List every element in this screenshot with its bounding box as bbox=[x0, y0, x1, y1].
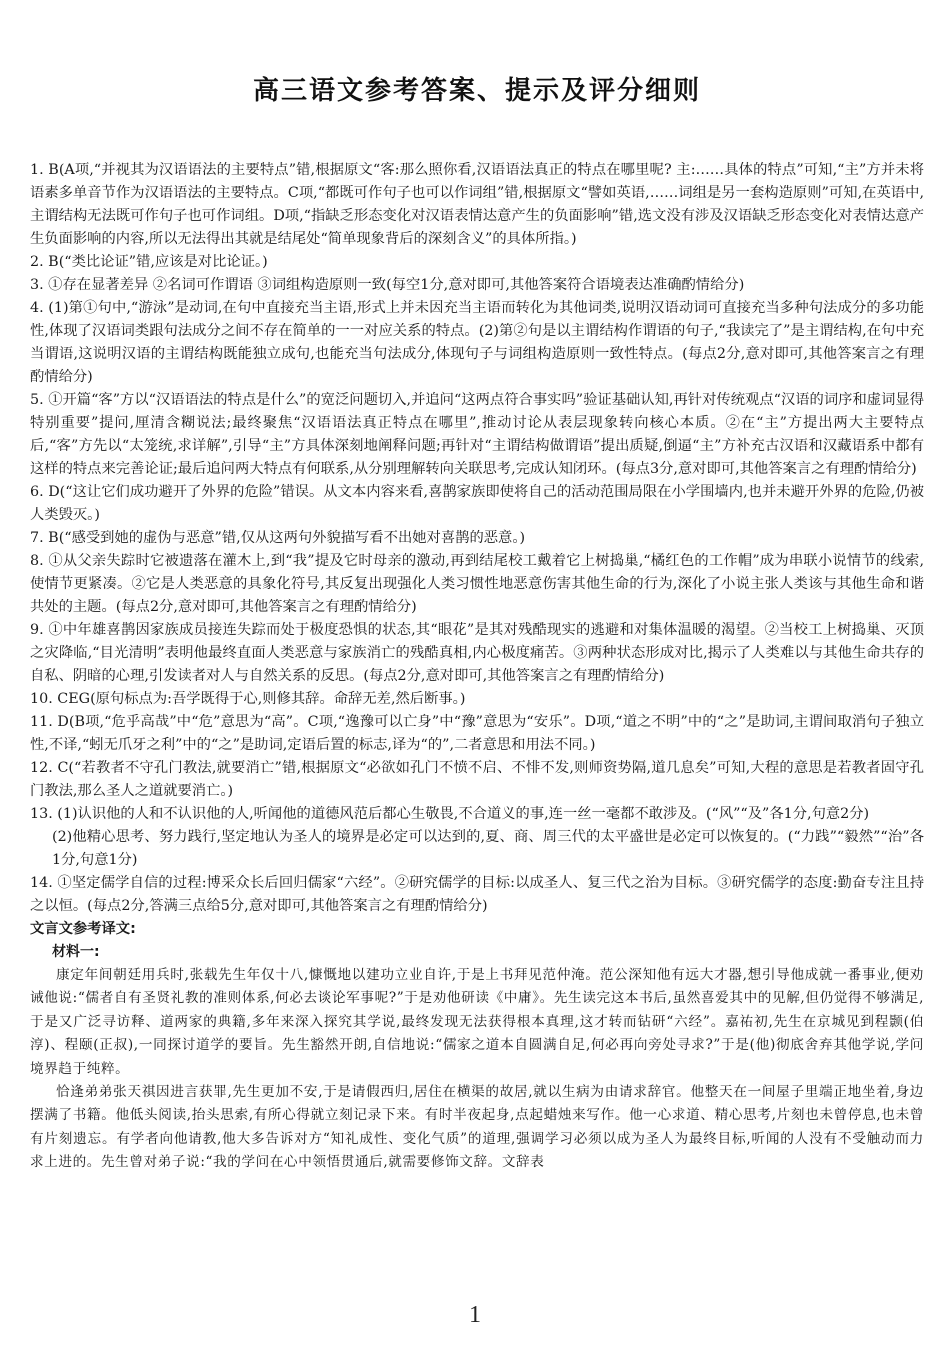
answer-item: 13. (1)认识他的人和不认识他的人,听闻他的道德风范后都心生敬畏,不合道义的事,连一丝一毫都不敢涉及。(“风”“及”各1分,句意2分) bbox=[30, 806, 870, 822]
translation-heading: 文言文参考译文: bbox=[30, 921, 136, 937]
answer-item: 12. C(“若教者不守孔门教法,就要消亡”错,根据原文“必欲如孔门不愤不启、不悱不发,则师资势隔,道几息矣”可知,大程的意思是若教者固守孔门教法,那么圣人之道就要消亡。) bbox=[30, 760, 924, 799]
answer-item: 3. ①存在显著差异 ②名词可作谓语 ③词组构造原则一致(每空1分,意对即可,其他答案符合语境表达准确酌情给分) bbox=[30, 277, 745, 293]
answer-subitem: (2)他精心思考、努力践行,坚定地认为圣人的境界是必定可以达到的,夏、商、周三代的太平盛世是必定可以恢复的。(“力践”“毅然”“治”各1分,句意1分) bbox=[52, 829, 924, 868]
answer-item: 1. B(A项,“并视其为汉语语法的主要特点”错,根据原文“客:那么照你看,汉语语法真正的特点在哪里呢? 主:……具体的特点”可知,“主”方并未将语素多单音节作为汉语语法的主要特点。C项,“都既可作句子也可以作词组”错,根据原文“譬如英语,……词组是另一套构造原则”可知,在英语中,主谓结构无法既可作句子也可作词组。D项,“指缺乏形态变化对汉语表情达意产生的负面影响”错,选文没有涉及汉语缺乏形态变化对表情达意产生负面影响的内容,所以无法得出其就是结尾处“简单现象背后的深刻含义”的具体所指。) bbox=[30, 162, 924, 247]
answer-item: 7. B(“感受到她的虚伪与恶意”错,仅从这两句外貌描写看不出她对喜鹊的恶意。) bbox=[30, 530, 526, 546]
translation-paragraph: 恰逢弟弟张天祺因进言获罪,先生更加不安,于是请假西归,居住在横渠的故居,就以生病为由请求辞官。他整天在一间屋子里端正地坐着,身边摆满了书籍。他低头阅读,抬头思索,有所心得就立刻记录下来。有时半夜起身,点起蜡烛来写作。他一心求道、精心思考,片刻也未曾停息,也未曾有片刻遗忘。有学者向他请教,他大多告诉对方“知礼成性、变化气质”的道理,强调学习必须以成为圣人为最终目标,听闻的人没有不受触动而力求上进的。先生曾对弟子说:“我的学问在心中领悟贯通后,就需要修饰文辞。文辞表 bbox=[30, 1084, 924, 1171]
answer-item: 6. D(“这让它们成功避开了外界的危险”错误。从文本内容来看,喜鹊家族即使将自己的活动范围局限在小学围墙内,也并未避开外界的危险,仍被人类毁灭。) bbox=[30, 484, 924, 523]
answer-item: 14. ①坚定儒学自信的过程:博采众长后回归儒家“六经”。②研究儒学的目标:以成圣人、复三代之治为目标。③研究儒学的态度:勤奋专注且持之以恒。(每点2分,答满三点给5分,意对即可,其他答案言之有理酌情给分) bbox=[30, 875, 924, 914]
page-number: 1 bbox=[469, 1302, 481, 1328]
material-label: 材料一: bbox=[52, 944, 100, 960]
answer-item: 10. CEG(原句标点为:吾学既得于心,则修其辞。命辞无差,然后断事。) bbox=[30, 691, 466, 707]
answer-item: 5. ①开篇“客”方以“汉语语法的特点是什么”的宽泛问题切入,并追问“这两点符合事实吗”验证基础认知,再针对传统观点“汉语的词序和虚词显得特别重要”提问,厘清含糊说法;最终聚焦“汉语语法真正特点在哪里”,推动讨论从表层现象转向核心本质。②在“主”方提出两大主要特点后,“客”方先以“太笼统,求详解”,引导“主”方具体深刻地阐释问题;再针对“主谓结构做谓语”提出质疑,倒逼“主”方补充古汉语和汉藏语系中都有这样的特点来完善论证;最后追问两大特点有何联系,从分别理解转向关联思考,完成认知闭环。(每点3分,意对即可,其他答案言之有理酌情给分) bbox=[30, 392, 924, 477]
answer-item: 4. (1)第①句中,“游泳”是动词,在句中直接充当主语,形式上并未因充当主语而转化为其他词类,说明汉语动词可直接充当多种句法成分的多功能性,体现了汉语词类跟句法成分之间不存在简单的一一对应关系的特点。(2)第②句是以主谓结构作谓语的句子,“我读完了”是主谓结构,在句中充当谓语,这说明汉语的主谓结构既能独立成句,也能充当句法成分,体现句子与词组构造原则一致性特点。(每点2分,意对即可,其他答案言之有理酌情给分) bbox=[30, 300, 924, 385]
answer-item: 11. D(B项,“危乎高哉”中“危”意思为“高”。C项,“逸豫可以亡身”中“豫”意思为“安乐”。D项,“道之不明”中的“之”是助词,主谓间取消句子独立性,不译,“蚓无爪牙之利”中的“之”是助词,定语后置的标志,译为“的”,二者意思和用法不同。) bbox=[30, 714, 924, 753]
answer-item: 9. ①中年雄喜鹊因家族成员接连失踪而处于极度恐惧的状态,其“眼花”是其对残酷现实的逃避和对集体温暖的渴望。②当校工上树捣巢、灭顶之灾降临,“目光清明”表明他最终直面人类恶意与家族消亡的残酷真相,内心极度痛苦。③两种状态形成对比,揭示了人类难以与其他生命共存的自私、阴暗的心理,引发读者对人与自然关系的反思。(每点2分,意对即可,其他答案言之有理酌情给分) bbox=[30, 622, 924, 684]
translation-text bbox=[30, 964, 924, 1175]
answer-list bbox=[30, 159, 924, 918]
page-title: 高三语文参考答案、提示及评分细则 bbox=[252, 76, 701, 106]
answer-item: 2. B(“类比论证”错,应该是对比论证。) bbox=[30, 254, 268, 270]
answer-item: 8. ①从父亲失踪时它被遗落在灌木上,到“我”提及它时母亲的激动,再到结尾校工戴着它上树捣巢,“橘红色的工作帽”成为串联小说情节的线索,使情节更紧凑。②它是人类恶意的具象化符号,其反复出现强化人类习惯性地恶意伤害其他生命的行为,深化了小说主张人类该与其他生命和谐共处的主题。(每点2分,意对即可,其他答案言之有理酌情给分) bbox=[30, 553, 924, 615]
translation-paragraph: 康定年间朝廷用兵时,张载先生年仅十八,慷慨地以建功立业自许,于是上书拜见范仲淹。范公深知他有远大才器,想引导他成就一番事业,便劝诫他说:“儒者自有圣贤礼教的准则体系,何必去谈论军事呢?”于是劝他研读《中庸》。先生读完这本书后,虽然喜爱其中的见解,但仍觉得不够满足,于是又广泛寻访释、道两家的典籍,多年来深入探究其学说,最终发现无法获得根本真理,这才转而钻研“六经”。嘉祐初,先生在京城见到程颢(伯淳)、程颐(正叔),一同探讨道学的要旨。先生豁然开朗,自信地说:“儒家之道本自圆满自足,何必再向旁处寻求?”于是(他)彻底舍弃其他学说,学问境界趋于纯粹。 bbox=[30, 967, 924, 1077]
